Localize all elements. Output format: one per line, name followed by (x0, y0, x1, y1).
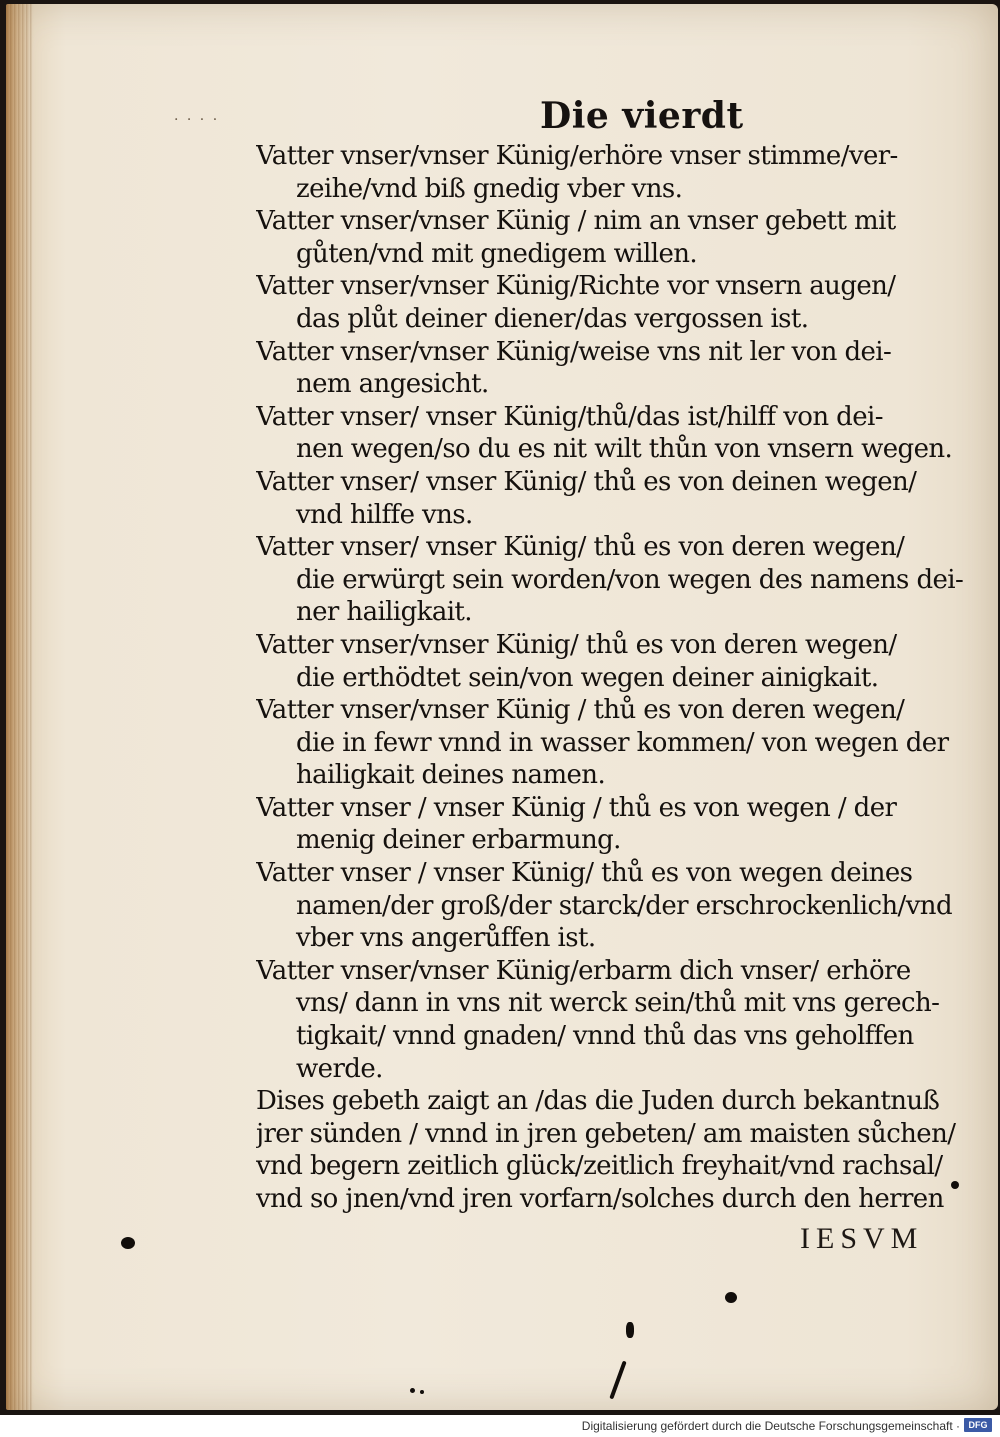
text-line: Vatter vnser/ vnser Künig/thů/das ist/hilff von dei- (256, 401, 883, 432)
text-line: vnd hilffe vns. (296, 499, 473, 530)
ink-spot (420, 1390, 424, 1394)
text-line: Vatter vnser/vnser Künig/ thů es von deren wegen/ (256, 629, 897, 660)
text-line: Vatter vnser/ vnser Künig/ thů es von deren wegen/ (256, 532, 905, 563)
text-line: Vatter vnser/vnser Künig/erbarm dich vnser/ erhöre (256, 955, 911, 986)
text-line: Vatter vnser / vnser Künig/ thů es von wegen deines (256, 858, 913, 889)
text-line: Vatter vnser/vnser Künig/weise vns nit ler von dei- (256, 336, 892, 367)
text-line: zeihe/vnd biß gnedig vber vns. (296, 173, 683, 204)
text-line: Vatter vnser/vnser Künig/erhöre vnser stimme/ver- (256, 141, 898, 171)
ink-spot (121, 1237, 135, 1249)
text-line: das plůt deiner diener/das vergossen ist. (296, 303, 809, 334)
ink-spot (951, 1181, 959, 1189)
corner-marks: · · · · (174, 112, 220, 128)
text-line: die erthödtet sein/von wegen deiner ainigkait. (296, 662, 879, 693)
text-line: die in fewr vnnd in wasser kommen/ von wegen der (296, 727, 949, 758)
page-text (256, 140, 966, 1216)
text-line: Vatter vnser / vnser Künig / thů es von wegen / der (256, 792, 897, 823)
text-line: nem angesicht. (296, 369, 489, 400)
page-edge (6, 4, 32, 1410)
footer-bar (0, 1415, 1000, 1437)
text-line: menig deiner erbarmung. (296, 825, 621, 856)
text-line: Vatter vnser/vnser Künig/Richte vor vnsern augen/ (256, 271, 896, 302)
text-line: vnd begern zeitlich glück/zeitlich freyhait/vnd rachsal/ (256, 1151, 943, 1182)
text-line: vns/ dann in vns nit werck sein/thů mit vns gerech- (296, 988, 940, 1019)
text-line: tigkait/ vnnd gnaden/ vnnd thů das vns geholffen (296, 1021, 914, 1052)
text-line: namen/der groß/der starck/der erschrockenlich/vnd (296, 890, 952, 921)
text-line: hailigkait deines namen. (296, 760, 606, 791)
text-line: werde. (296, 1053, 383, 1084)
text-line: Vatter vnser/vnser Künig / nim an vnser gebett mit (256, 206, 896, 237)
text-line: jrer sünden / vnnd in jren gebeten/ am maisten sůchen/ (256, 1118, 956, 1149)
text-line: Dises gebeth zaigt an /das die Juden durch bekantnuß (256, 1086, 940, 1117)
ink-spot (626, 1322, 634, 1338)
page-header: Die vierdt (540, 95, 744, 137)
dfg-logo: DFG (964, 1418, 992, 1432)
text-line: Vatter vnser/vnser Künig / thů es von deren wegen/ (256, 695, 905, 726)
text-line: ner hailigkait. (296, 597, 472, 628)
text-line: vber vns angerůffen ist. (296, 923, 596, 954)
catchword: IESVM (800, 1222, 924, 1255)
text-line: die erwürgt sein worden/von wegen des namens dei- (296, 564, 964, 595)
text-line: gůten/vnd mit gnedigem willen. (296, 238, 698, 269)
funding-credit: Digitalisierung gefördert durch die Deutsche Forschungsgemeinschaft · (581, 1419, 960, 1433)
text-line: vnd so jnen/vnd jren vorfarn/solches durch den herren (256, 1184, 944, 1214)
text-line: nen wegen/so du es nit wilt thůn von vnsern wegen. (296, 434, 953, 465)
text-line: Vatter vnser/ vnser Künig/ thů es von deinen wegen/ (256, 466, 917, 497)
ink-spot (410, 1388, 415, 1393)
ink-spot (725, 1292, 737, 1303)
